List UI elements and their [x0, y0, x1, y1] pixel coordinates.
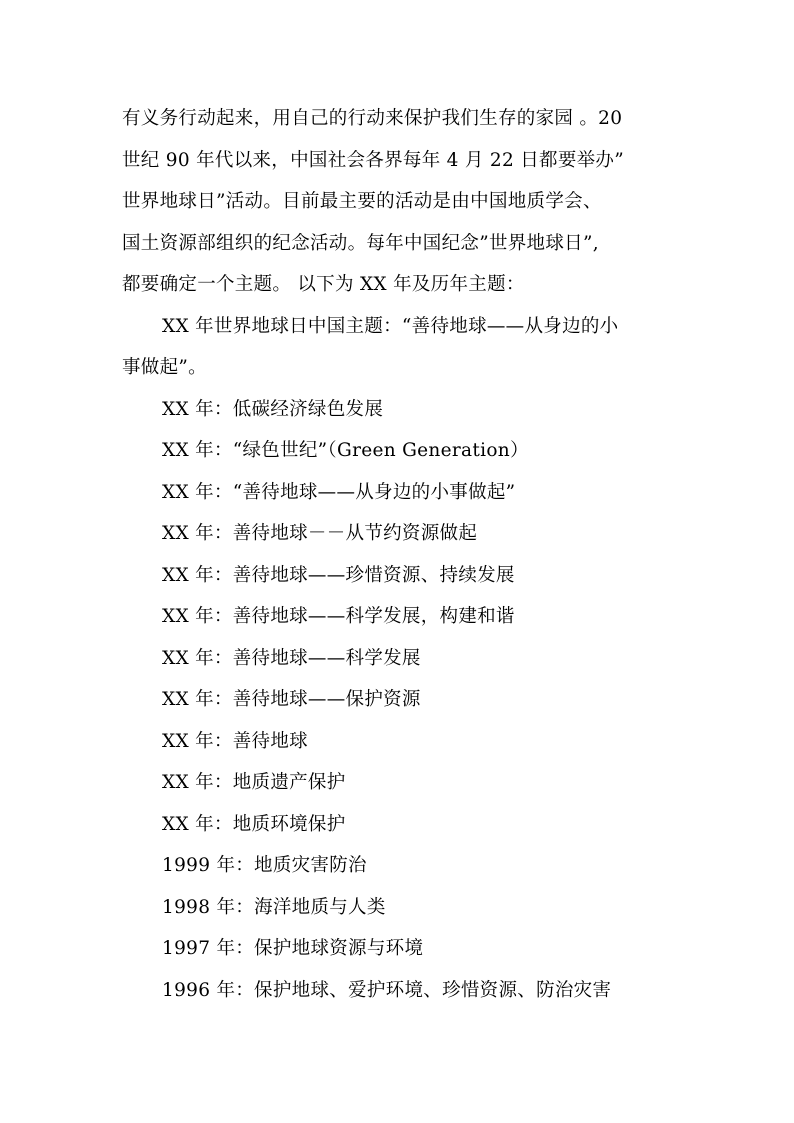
list-item: XX 年：善待地球 — [162, 730, 308, 752]
list-item: XX 年：善待地球——保护资源 — [162, 689, 421, 710]
list-item: 1996 年：保护地球、爱护环境、珍惜资源、防治灾害 — [162, 979, 612, 1001]
list-item: 1997 年：保护地球资源与环境 — [162, 938, 424, 959]
list-item: XX 年：善待地球——科学发展 — [162, 647, 421, 669]
intro-line: 有义务行动起来，用自己的行动来保护我们生存的家园 。20 — [122, 108, 623, 129]
yearly-theme-list — [122, 389, 682, 1012]
theme-line: 事做起”。 — [122, 357, 207, 378]
list-item: XX 年：善待地球－－从节约资源做起 — [162, 523, 478, 544]
theme-paragraph — [122, 306, 682, 389]
list-item: XX 年：善待地球——科学发展，构建和谐 — [162, 606, 515, 627]
list-item: XX 年：地质环境保护 — [162, 813, 346, 835]
intro-line: 世界地球日”活动。目前最主要的活动是由中国地质学会、 — [122, 191, 602, 212]
intro-paragraph — [122, 98, 682, 306]
list-item: XX 年：善待地球——珍惜资源、持续发展 — [162, 564, 515, 586]
list-item: XX 年：“绿色世纪”（Green Generation） — [162, 440, 529, 461]
list-item: XX 年：“善待地球——从身边的小事做起” — [162, 481, 516, 503]
intro-line: 国土资源部组织的纪念活动。每年中国纪念”世界地球日”, — [122, 232, 599, 254]
list-item: 1998 年：海洋地质与人类 — [162, 896, 386, 918]
intro-line: 世纪 90 年代以来，中国社会各界每年 4 月 22 日都要举办” — [122, 149, 624, 171]
list-item: 1999 年：地质灾害防治 — [162, 855, 367, 876]
intro-line: 都要确定一个主题。 以下为 XX 年及历年主题： — [122, 274, 525, 295]
theme-line: XX 年世界地球日中国主题：“善待地球——从身边的小 — [162, 315, 619, 337]
document-body — [122, 98, 682, 1011]
list-item: XX 年：低碳经济绿色发展 — [162, 398, 384, 420]
list-item: XX 年：地质遗产保护 — [162, 772, 346, 793]
